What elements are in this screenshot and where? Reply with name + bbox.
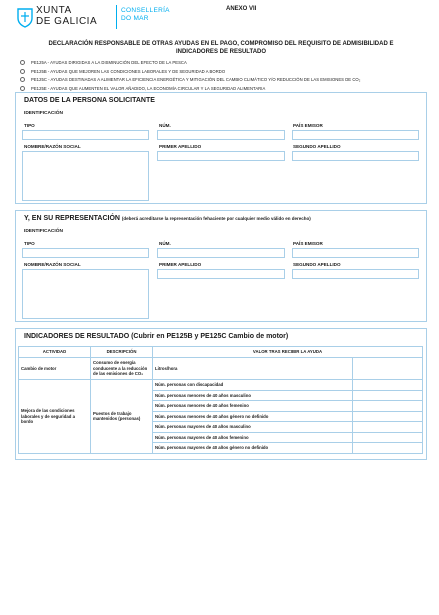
description-cell: Puestos de trabajo mantenidos (personas) — [91, 380, 153, 454]
procedure-option[interactable] — [20, 67, 420, 76]
applicant-section-title: DATOS DE LA PERSONA SOLICITANTE — [24, 97, 155, 104]
value-label-cell: Núm. personas mayores de 40 años género no definido — [153, 443, 353, 454]
document-title — [16, 40, 426, 56]
value-input-cell[interactable] — [353, 443, 423, 454]
representative-surname1-field[interactable] — [157, 269, 285, 279]
value-label-cell: Núm. personas menores de 40 años masculino — [153, 390, 353, 401]
procedure-option-label: PE125E - AYUDAS QUE AUMENTEN EL VALOR AÑADIDO, LA ECONOMÍA CIRCULAR Y LA SEGURIDAD ALIMENTARIA — [31, 86, 266, 92]
applicant-country-field[interactable] — [292, 130, 419, 140]
applicant-name-field[interactable] — [22, 151, 149, 201]
indicators-table — [18, 346, 423, 454]
representative-title-note: (deberá acreditarse la representación fehaciente por cualquier medio válido en derecho) — [121, 216, 311, 221]
applicant-surname1-label: PRIMER APELLIDO — [159, 144, 202, 149]
representative-title-text: Y, EN SU REPRESENTACIÓN — [24, 215, 120, 222]
applicant-country-label: PAÍS EMISOR — [293, 123, 323, 128]
procedure-option-label: PE125B - AYUDAS QUE MEJOREN LAS CONDICIONES LABORALES Y DE SEGURIDAD A BORDO — [31, 68, 226, 74]
applicant-surname2-label: SEGUNDO APELLIDO — [293, 144, 341, 149]
radio-button[interactable] — [20, 86, 25, 91]
department-line-1: CONSELLERÍA — [121, 7, 170, 14]
title-line-1: DECLARACIÓN RESPONSABLE DE OTRAS AYUDAS EN EL PAGO, COMPROMISO DEL REQUISITO DE ADMISIBILIDAD E — [48, 41, 394, 47]
representative-type-label: TIPO — [24, 241, 35, 246]
applicant-surname1-field[interactable] — [157, 151, 285, 161]
procedure-option-label: PE125C - AYUDAS DESTINADAS A ALIMENTAR LA EFICIENCIA ENERGÉTICA Y MITIGACIÓN DEL CAMBIO CLIMÁTICO Y/O REDUCCIÓN DE LAS EMISIONES DE CO₂ — [31, 77, 361, 83]
xunta-logo — [16, 4, 170, 30]
representative-country-label: PAÍS EMISOR — [293, 241, 323, 246]
representative-surname1-label: PRIMER APELLIDO — [159, 262, 202, 267]
value-input-cell[interactable] — [353, 358, 423, 380]
representative-number-field[interactable] — [157, 248, 285, 258]
value-label-cell: Núm. personas con discapacidad — [153, 380, 353, 391]
applicant-identification-heading: IDENTIFICACIÓN — [24, 111, 63, 116]
procedure-options — [20, 58, 420, 93]
applicant-number-label: NÚM. — [159, 123, 171, 128]
value-label-cell: Núm. personas menores de 40 años femenino — [153, 401, 353, 412]
applicant-section — [15, 92, 427, 204]
galicia-emblem-icon — [16, 6, 34, 28]
representative-name-label: NOMBRE/RAZÓN SOCIAL — [24, 262, 81, 267]
value-input-cell[interactable] — [353, 422, 423, 433]
representative-identification-heading: IDENTIFICACIÓN — [24, 229, 63, 234]
value-input-cell[interactable] — [353, 432, 423, 443]
column-header-value: VALOR TRAS RECIBIR LA AYUDA — [153, 347, 423, 358]
representative-section-title — [24, 215, 311, 222]
procedure-option-label: PE125A - AYUDAS DIRIGIDAS A LA DISMINUCIÓN DEL EFECTO DE LA PESCA — [31, 59, 187, 65]
radio-button[interactable] — [20, 60, 25, 65]
table-row — [19, 358, 423, 380]
document-header — [16, 4, 426, 30]
table-row — [19, 380, 423, 391]
representative-surname2-label: SEGUNDO APELLIDO — [293, 262, 341, 267]
value-input-cell[interactable] — [353, 390, 423, 401]
applicant-number-field[interactable] — [157, 130, 285, 140]
department-line-2: DO MAR — [121, 15, 149, 22]
value-input-cell[interactable] — [353, 380, 423, 391]
column-header-activity: ACTIVIDAD — [19, 347, 91, 358]
logo-line-1: XUNTA — [36, 5, 72, 16]
value-input-cell[interactable] — [353, 411, 423, 422]
value-label-cell: Núm. personas menores de 40 años género no definido — [153, 411, 353, 422]
value-label-cell: Núm. personas mayores de 40 años femenino — [153, 432, 353, 443]
applicant-type-field[interactable] — [22, 130, 149, 140]
annex-label: ANEXO VII — [226, 6, 257, 12]
indicators-header-row — [19, 347, 423, 358]
activity-cell: Mejora de las condiciones laborales y de seguridad a bordo — [19, 380, 91, 454]
applicant-type-label: TIPO — [24, 123, 35, 128]
radio-button[interactable] — [20, 77, 25, 82]
representative-name-field[interactable] — [22, 269, 149, 319]
value-label-cell: Litros/hora — [153, 358, 353, 380]
representative-type-field[interactable] — [22, 248, 149, 258]
procedure-option[interactable] — [20, 58, 420, 67]
value-label-cell: Núm. personas mayores de 40 años masculino — [153, 422, 353, 433]
logo-divider — [116, 5, 117, 29]
procedure-option[interactable] — [20, 76, 420, 85]
applicant-surname2-field[interactable] — [292, 151, 419, 161]
activity-cell: Cambio de motor — [19, 358, 91, 380]
title-line-2: INDICADORES DE RESULTADO — [175, 49, 267, 55]
column-header-description: DESCRIPCIÓN — [91, 347, 153, 358]
representative-number-label: NÚM. — [159, 241, 171, 246]
value-input-cell[interactable] — [353, 401, 423, 412]
description-cell: Consumo de energía conducente a la reducción de las emisiones de CO₂ — [91, 358, 153, 380]
indicators-section-title: INDICADORES DE RESULTADO (Cubrir en PE125B y PE125C Cambio de motor) — [24, 333, 289, 340]
logo-line-2: DE GALICIA — [36, 16, 98, 27]
representative-country-field[interactable] — [292, 248, 419, 258]
radio-button[interactable] — [20, 69, 25, 74]
representative-surname2-field[interactable] — [292, 269, 419, 279]
applicant-name-label: NOMBRE/RAZÓN SOCIAL — [24, 144, 81, 149]
representative-section — [15, 210, 427, 322]
